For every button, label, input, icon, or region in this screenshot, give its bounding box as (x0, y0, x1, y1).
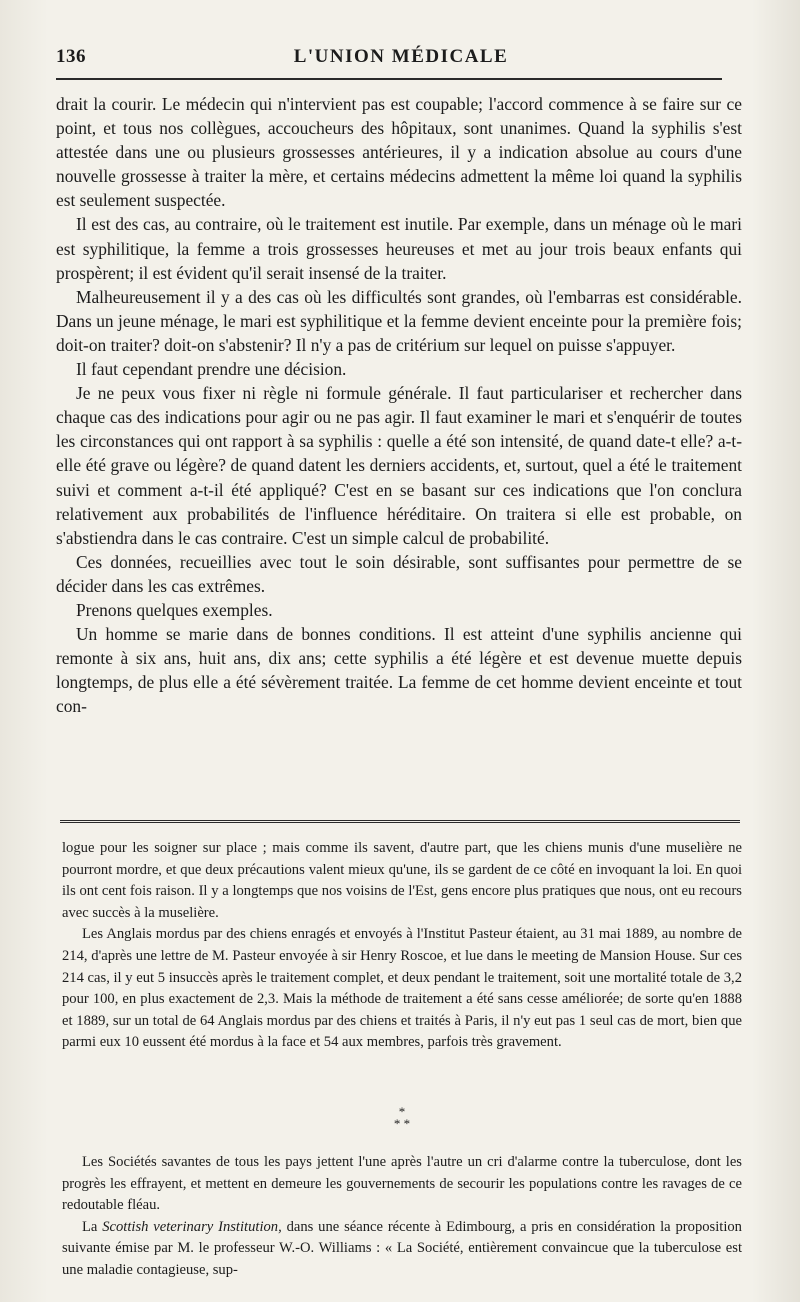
asterism-top: * (398, 1104, 406, 1119)
note-paragraph (62, 1217, 742, 1282)
paragraph: Je ne peux vous fixer ni règle ni formule générale. Il faut particulariser et rechercher dans chaque cas des indications pour agir ou ne pas agir. Il faut examiner le mari et s'enquérir de toutes les circonstances qui ont rapport à sa syphilis : quelle a été son intensité, de quand date-t elle? a-t-elle été grave ou légère? de quand datent les derniers accidents, et, surtout, quel a été le traitement suivi et comment a-t-il été appliqué? C'est en se basant sur ces indications que l'on conclura relativement aux probabilités de l'influence héréditaire. On traitera si elle est probable, on s'abstiendra dans le cas contraire. C'est un simple calcul de probabilité. (56, 383, 742, 548)
main-text (56, 92, 742, 718)
paragraph: Malheureusement il y a des cas où les difficultés sont grandes, où l'embarras est considérable. Dans un jeune ménage, le mari est syphilitique et la femme devient enceinte pour la première fois; doit-on traiter? doit-on s'abstenir? Il n'y a pas de critérium sur lequel on puisse s'appuyer. (56, 286, 742, 355)
page-number: 136 (56, 46, 86, 67)
note-text: dans une séance récente à Edimbourg, a pris en considération la proposition suivante émise par M. le professeur W.-O. Williams : « La Société, entièrement convaincue que la tuberculose est une maladie contagieuse, sup- (62, 1218, 742, 1278)
note-paragraph: logue pour les soigner sur place ; mais comme ils savent, d'autre part, que les chiens munis d'une muselière ne pourront mordre, et que deux précautions valent mieux qu'une, ils se gardent de ce côté en invoquant la loi. En quoi ils ont cent fois raison. Il y a longtemps que nos voisins de l'Est, gens encore plus pratiques que nous, ont eu recours avec succès à la muselière. (62, 840, 742, 921)
paragraph: drait la courir. Le médecin qui n'intervient pas est coupable; l'accord commence à se faire sur ce point, et tous nos collègues, accoucheurs des hôpitaux, sont unanimes. Quand la syphilis s'est attestée dans une ou plusieurs grossesses antérieures, il y a indication absolue au cours d'une nouvelle grossesse à traiter la mère, et certains médecins admettent la même loi quand la syphilis est seulement suspectée. (56, 94, 742, 211)
asterism (62, 1106, 742, 1130)
running-title: L'UNION MÉDICALE (293, 46, 509, 67)
asterism-bottom: * * (393, 1116, 411, 1131)
paragraph: Il est des cas, au contraire, où le traitement est inutile. Par exemple, dans un ménage où le mari est syphilitique, la femme a trois grossesses heureuses et met au jour trois beaux enfants qui prospèrent; il est évident qu'il serait insensé de la traiter. (56, 214, 742, 283)
feuilleton-notes (62, 838, 742, 1054)
header-rule (56, 78, 722, 80)
note-paragraph: Les Anglais mordus par des chiens enragés et envoyés à l'Institut Pasteur étaient, au 31 mai 1889, au nombre de 214, d'après une lettre de M. Pasteur envoyée à sir Henry Roscoe, et lue dans le meeting de Mansion House. Sur ces 214 cas, il y eut 5 insuccès après le traitement complet, et deux pendant le traitement, soit une mortalité totale de 3,2 pour 100, en plus exactement de 2,3. Mais la méthode de traitement a été sans cesse améliorée; de sorte qu'en 1888 et 1889, sur un total de 64 Anglais mordus par des chiens et traités à Paris, il n'y eut pas 1 seul cas de mort, bien que parmi eux 10 eussent été mordus à la face et 54 aux membres, parfois très gravement. (62, 926, 742, 1051)
paragraph: Ces données, recueillies avec tout le soin désirable, sont suffisantes pour permettre de se décider dans les cas extrêmes. (56, 551, 742, 596)
note-paragraph: Les Sociétés savantes de tous les pays jettent l'une après l'autre un cri d'alarme contre la tuberculose, dont les progrès les effrayent, et mettent en demeure les gouvernements de secourir les populations contre les ravages de ce redoutable fléau. (62, 1154, 742, 1214)
feuilleton-notes-continued (62, 1152, 742, 1282)
paragraph: Un homme se marie dans de bonnes conditions. Il est atteint d'une syphilis ancienne qui remonte à six ans, huit ans, dix ans; cette syphilis a été légère et est devenue muette depuis longtemps, de plus elle a été sévèrement traitée. La femme de cet homme devient enceinte et tout con- (56, 624, 742, 717)
paragraph: Prenons quelques exemples. (76, 599, 273, 620)
footnote-separator (60, 820, 740, 823)
running-header (56, 46, 746, 76)
note-text: La (82, 1218, 103, 1235)
institution-name: Scottish veterinary Institution, (102, 1218, 282, 1235)
paragraph: Il faut cependant prendre une décision. (76, 359, 347, 380)
